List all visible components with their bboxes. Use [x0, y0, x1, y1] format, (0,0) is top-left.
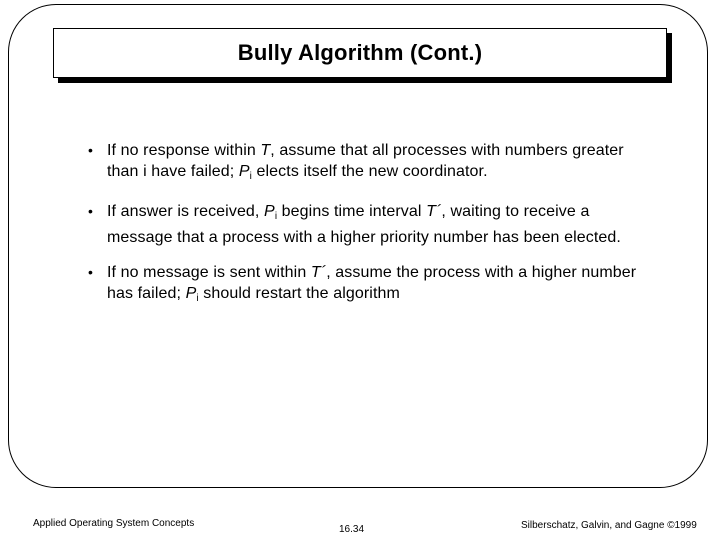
bullet-text: T´	[310, 264, 327, 281]
bullet-list	[88, 140, 648, 309]
bullet-dot-icon: •	[88, 264, 94, 280]
bullet-dot-icon: •	[88, 203, 94, 219]
bullet-text: , assume that all processes with numbers greater than i have failed;	[107, 142, 629, 180]
bullet-text: elects itself the new coordinator.	[251, 163, 488, 180]
bullet-text: , waiting to receive a message that a process with a higher priority number has been elected.	[107, 203, 621, 246]
bullet-item-1	[88, 140, 648, 187]
bullet-text: T´	[426, 203, 442, 220]
bullet-text: If answer is received,	[107, 203, 265, 220]
subscript: i	[249, 171, 252, 182]
bullet-item-2	[88, 201, 648, 248]
bullet-text: P	[238, 163, 250, 180]
bullet-text: P	[185, 285, 197, 302]
bullet-dot-icon: •	[88, 142, 94, 158]
title-box	[53, 28, 667, 78]
bullet-text: , assume the process with a higher number has failed;	[107, 264, 641, 302]
bullet-text: begins time interval	[277, 203, 427, 220]
bullet-item-3	[88, 262, 648, 309]
slide-title: Bully Algorithm (Cont.)	[237, 40, 483, 65]
footer-page-number: 16.34	[339, 524, 365, 535]
bullet-text: should restart the algorithm	[198, 285, 400, 302]
footer-copyright: Silberschatz, Galvin, and Gagne ©1999	[521, 520, 697, 531]
footer-book-title: Applied Operating System Concepts	[33, 518, 195, 529]
subscript: i	[274, 211, 278, 222]
bullet-text: T	[260, 142, 271, 159]
bullet-text: If no response within	[107, 142, 261, 159]
bullet-text: If no message is sent within	[107, 264, 311, 281]
subscript: i	[196, 293, 199, 304]
bullet-text: P	[264, 203, 275, 220]
